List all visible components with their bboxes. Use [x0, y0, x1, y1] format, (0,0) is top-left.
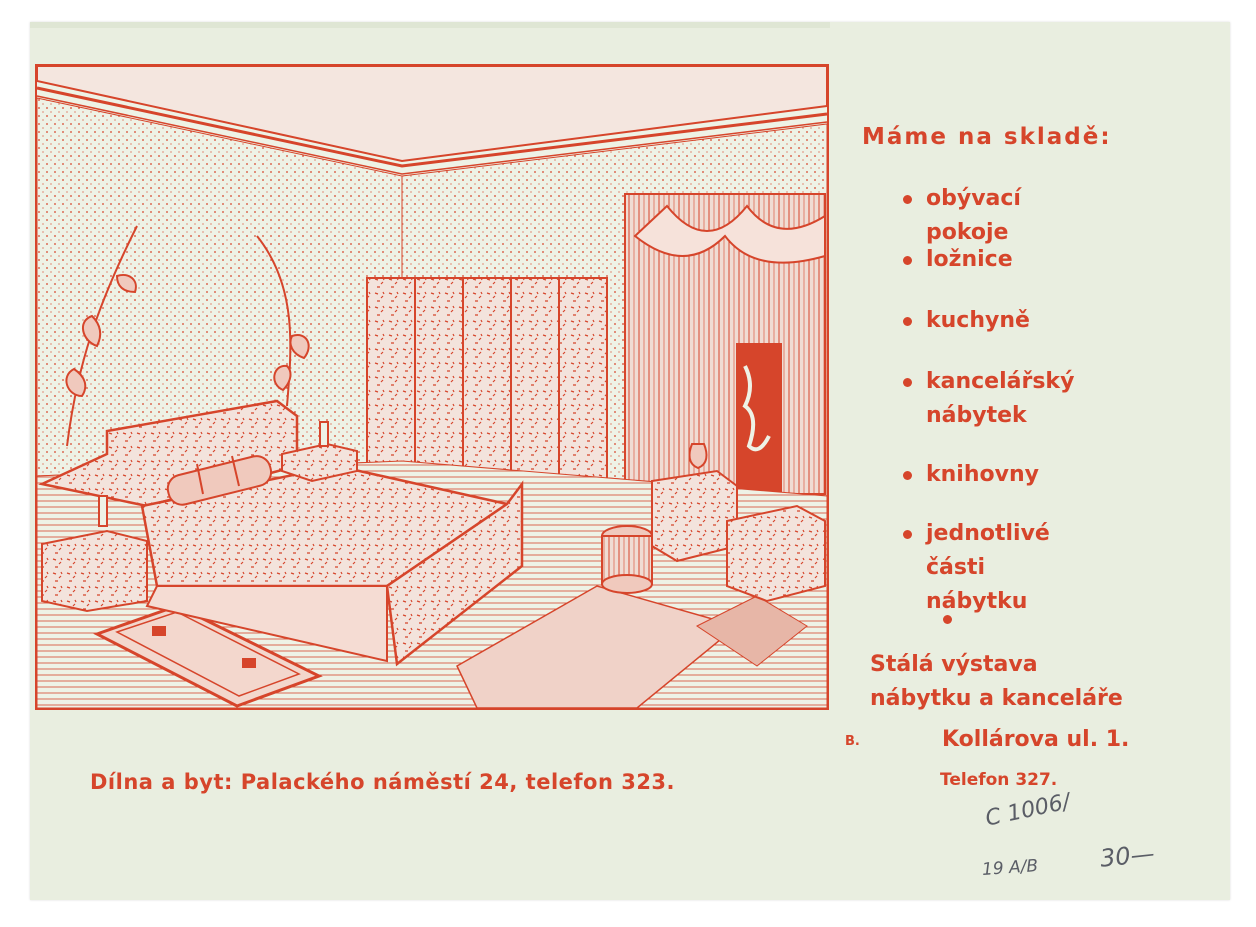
list-item: kancelářský nábytek	[903, 365, 1074, 433]
pencil-note-price: 30—	[1098, 839, 1156, 873]
exhibit-address: Kollárova ul. 1.	[942, 727, 1130, 752]
list-item: ložnice	[903, 243, 1013, 277]
list-item	[943, 602, 966, 636]
list-item: kuchyně	[903, 304, 1030, 338]
bullet-icon	[903, 471, 912, 480]
bullet-icon	[903, 378, 912, 387]
exhibit-text: Stálá výstava nábytku a kanceláře	[870, 652, 1123, 711]
workshop-address: Dílna a byt: Palackého náměstí 24, telefon 323.	[90, 770, 676, 794]
list-item: jednotlivé části nábytku	[903, 517, 1050, 619]
list-item: obývací pokoje	[903, 182, 1021, 250]
bullet-icon	[903, 195, 912, 204]
pencil-note-ref: 19 A/B	[981, 856, 1039, 880]
bedroom-drawing	[37, 66, 827, 708]
bullet-icon	[943, 615, 952, 624]
bedroom-illustration	[35, 64, 860, 749]
list-item: knihovny	[903, 458, 1039, 492]
bullet-icon	[903, 317, 912, 326]
pencil-note-catalog: C 1006/	[983, 789, 1073, 832]
bullet-icon	[903, 530, 912, 539]
exhibit-phone: Telefon 327.	[940, 770, 1058, 790]
paper-edge	[30, 22, 830, 28]
artist-signature: B.	[845, 734, 860, 749]
bullet-icon	[903, 256, 912, 265]
stock-heading: Máme na skladě:	[862, 124, 1112, 150]
